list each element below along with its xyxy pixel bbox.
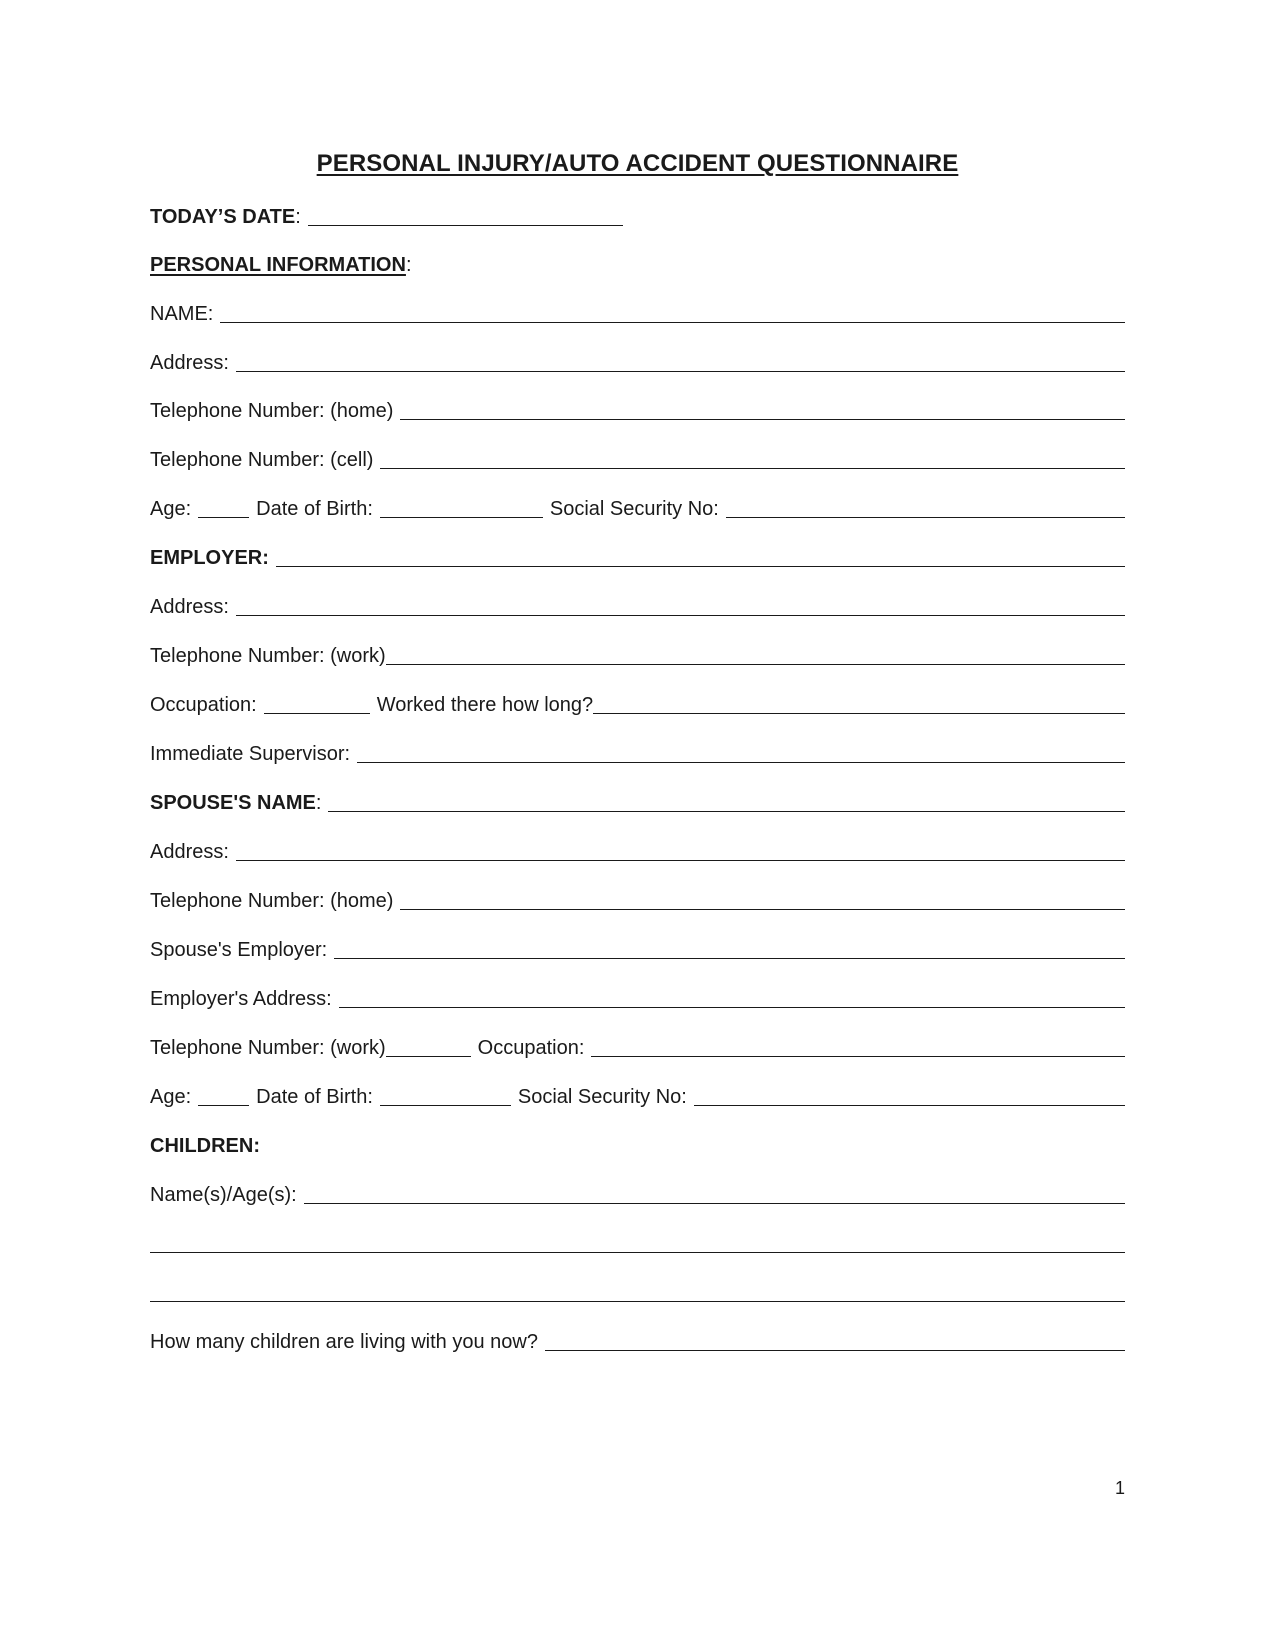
- spouse-employer-field[interactable]: [334, 936, 1125, 959]
- employer-phone-work-field[interactable]: [386, 642, 1125, 665]
- spouse-employer-address-label: Employer's Address:: [150, 988, 332, 1010]
- supervisor-field[interactable]: [357, 740, 1125, 763]
- employer-address-row: [150, 590, 1125, 618]
- children-header-row: [150, 1129, 1125, 1157]
- dob-label: Date of Birth:: [256, 498, 373, 520]
- spouse-employer-address-field[interactable]: [339, 985, 1125, 1008]
- todays-date-row: [150, 200, 1125, 228]
- children-names-field[interactable]: [304, 1181, 1125, 1204]
- name-label: NAME:: [150, 303, 214, 325]
- personal-information-header: PERSONAL INFORMATION: [150, 254, 406, 276]
- spouse-name-colon: :: [315, 792, 322, 814]
- ssn-field[interactable]: [726, 495, 1125, 518]
- employer-phone-work-row: [150, 639, 1125, 667]
- occupation-label: Occupation:: [150, 694, 257, 716]
- name-field[interactable]: [220, 300, 1125, 323]
- spouse-address-row: [150, 835, 1125, 863]
- spouse-name-row: [150, 786, 1125, 814]
- spouse-address-label: Address:: [150, 841, 229, 863]
- spouse-phone-work-row: [150, 1031, 1125, 1059]
- address-row: [150, 346, 1125, 374]
- spouse-name-field[interactable]: [328, 789, 1125, 812]
- children-names-field-3[interactable]: [150, 1279, 1125, 1302]
- employer-address-field[interactable]: [236, 593, 1125, 616]
- worked-how-long-field[interactable]: [593, 691, 1125, 714]
- employer-phone-work-label: Telephone Number: (work): [150, 645, 386, 667]
- occupation-field[interactable]: [264, 691, 370, 714]
- employer-header: EMPLOYER:: [150, 547, 269, 569]
- spouse-age-field[interactable]: [198, 1083, 249, 1106]
- spouse-employer-row: [150, 933, 1125, 961]
- spouse-employer-label: Spouse's Employer:: [150, 939, 328, 961]
- age-label: Age:: [150, 498, 192, 520]
- age-dob-ssn-row: [150, 492, 1125, 520]
- children-header: CHILDREN:: [150, 1135, 260, 1157]
- page-number: 1: [1114, 1478, 1125, 1498]
- spouse-occupation-label: Occupation:: [477, 1037, 585, 1059]
- children-names-row: [150, 1178, 1125, 1206]
- ssn-label: Social Security No:: [549, 498, 719, 520]
- children-living-field[interactable]: [545, 1328, 1125, 1351]
- children-names-line-2: [150, 1227, 1125, 1255]
- age-field[interactable]: [198, 495, 249, 518]
- phone-cell-row: [150, 443, 1125, 471]
- employer-row: [150, 541, 1125, 569]
- phone-cell-label: Telephone Number: (cell): [150, 449, 374, 471]
- spouse-dob-label: Date of Birth:: [256, 1086, 373, 1108]
- phone-home-row: [150, 394, 1125, 422]
- name-row: [150, 297, 1125, 325]
- spouse-ssn-label: Social Security No:: [517, 1086, 687, 1108]
- spouse-phone-work-label: Telephone Number: (work): [150, 1037, 386, 1059]
- children-names-label: Name(s)/Age(s):: [150, 1184, 297, 1206]
- spouse-name-header: SPOUSE'S NAME: [150, 792, 316, 814]
- address-label: Address:: [150, 352, 229, 374]
- todays-date-label: TODAY’S DATE: [150, 206, 296, 228]
- occupation-row: [150, 688, 1125, 716]
- phone-cell-field[interactable]: [380, 446, 1125, 469]
- personal-information-colon: :: [405, 254, 412, 276]
- children-living-label: How many children are living with you now?: [150, 1331, 538, 1353]
- spouse-ssn-field[interactable]: [694, 1083, 1125, 1106]
- spouse-age-dob-ssn-row: [150, 1080, 1125, 1108]
- spouse-phone-home-row: [150, 884, 1125, 912]
- employer-address-label: Address:: [150, 596, 229, 618]
- spouse-dob-field[interactable]: [380, 1083, 511, 1106]
- spouse-employer-address-row: [150, 982, 1125, 1010]
- address-field[interactable]: [236, 349, 1125, 372]
- spouse-address-field[interactable]: [236, 838, 1125, 861]
- phone-home-field[interactable]: [400, 397, 1125, 420]
- children-names-line-3: [150, 1276, 1125, 1304]
- children-living-row: [150, 1325, 1125, 1353]
- worked-how-long-label: Worked there how long?: [376, 694, 594, 716]
- spouse-phone-home-label: Telephone Number: (home): [150, 890, 394, 912]
- spouse-age-label: Age:: [150, 1086, 192, 1108]
- personal-information-header-row: [150, 248, 1125, 276]
- spouse-phone-home-field[interactable]: [400, 887, 1125, 910]
- employer-field[interactable]: [276, 544, 1125, 567]
- spouse-occupation-field[interactable]: [591, 1034, 1125, 1057]
- phone-home-label: Telephone Number: (home): [150, 400, 394, 422]
- todays-date-colon: :: [295, 206, 301, 228]
- supervisor-row: [150, 737, 1125, 765]
- children-names-field-2[interactable]: [150, 1230, 1125, 1253]
- dob-field[interactable]: [380, 495, 543, 518]
- supervisor-label: Immediate Supervisor:: [150, 743, 351, 765]
- spouse-phone-work-field[interactable]: [386, 1034, 471, 1057]
- page-title: PERSONAL INJURY/AUTO ACCIDENT QUESTIONNAIRE: [316, 150, 959, 177]
- todays-date-field[interactable]: [308, 203, 623, 226]
